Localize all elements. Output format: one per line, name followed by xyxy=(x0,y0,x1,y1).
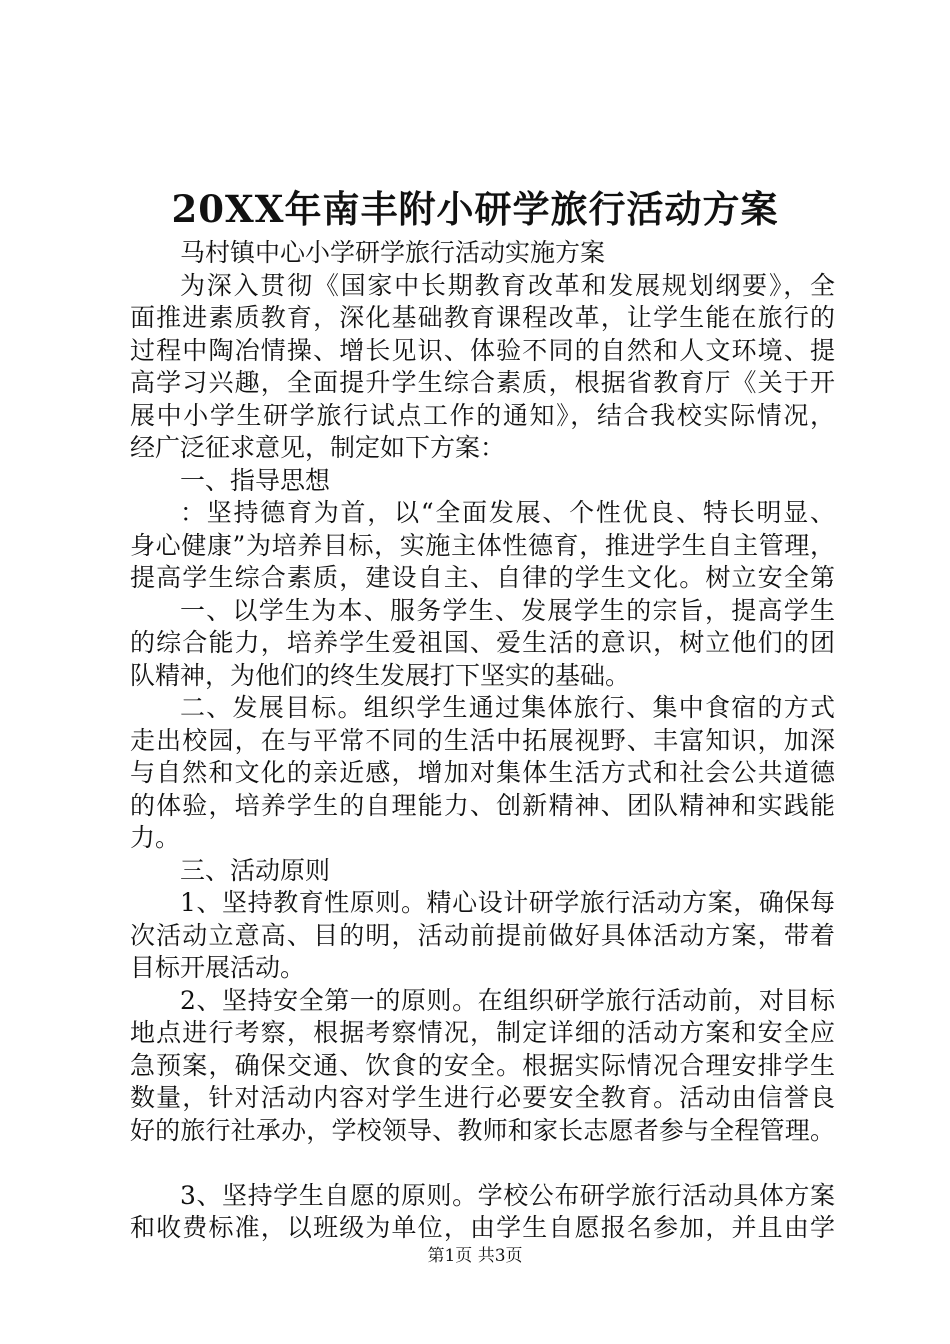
paragraph-line: 数量，针对活动内容对学生进行必要安全教育。活动由信誉良 xyxy=(130,1083,835,1112)
section-heading: 一、指导思想 xyxy=(180,465,331,495)
paragraph-line: 和收费标准，以班级为单位，由学生自愿报名参加，并且由学 xyxy=(130,1213,835,1242)
paragraph-line: 目标开展活动。 xyxy=(130,953,306,982)
paragraph-gap xyxy=(130,1147,835,1180)
section-heading: 三、活动原则 xyxy=(180,855,331,885)
document-body xyxy=(130,237,835,1245)
paragraph-line: 面推进素质教育，深化基础教育课程改革，让学生能在旅行的 xyxy=(130,303,835,332)
paragraph-line: 为深入贯彻《国家中长期教育改革和发展规划纲要》，全 xyxy=(180,270,835,300)
paragraph-line: 高学习兴趣，全面提升学生综合素质，根据省教育厅《关于开 xyxy=(130,368,835,397)
paragraph-line: 身心健康”为培养目标，实施主体性德育，推进学生自主管理， xyxy=(130,530,835,560)
paragraph-line: 3、坚持学生自愿的原则。学校公布研学旅行活动具体方案 xyxy=(180,1180,835,1210)
paragraph-line: 好的旅行社承办，学校领导、教师和家长志愿者参与全程管理。 xyxy=(130,1115,835,1145)
paragraph-line: 走出校园，在与平常不同的生活中拓展视野、丰富知识，加深 xyxy=(130,725,835,755)
paragraph-line: 2、坚持安全第一的原则。在组织研学旅行活动前，对目标 xyxy=(180,985,835,1015)
paragraph-line: 展中小学生研学旅行试点工作的通知》，结合我校实际情况， xyxy=(130,400,835,430)
paragraph-line: 队精神，为他们的终生发展打下坚实的基础。 xyxy=(130,660,631,690)
paragraph-line-subtitle: 马村镇中心小学研学旅行活动实施方案 xyxy=(180,238,606,267)
paragraph-line: 经广泛征求意见，制定如下方案： xyxy=(130,433,506,462)
paragraph-line: 的体验，培养学生的自理能力、创新精神、团队精神和实践能 xyxy=(130,790,835,820)
paragraph-line: ：坚持德育为首，以“全面发展、个性优良、特长明显、 xyxy=(180,498,835,527)
paragraph-line: 力。 xyxy=(130,823,181,852)
paragraph-line: 二、发展目标。组织学生通过集体旅行、集中食宿的方式 xyxy=(180,693,835,722)
paragraph-line: 过程中陶冶情操、增长见识、体验不同的自然和人文环境、提 xyxy=(130,335,835,365)
paragraph-line: 地点进行考察，根据考察情况，制定详细的活动方案和安全应 xyxy=(130,1018,835,1047)
paragraph-line: 的综合能力，培养学生爱祖国、爱生活的意识，树立他们的团 xyxy=(130,628,835,657)
paragraph-line: 一、以学生为本、服务学生、发展学生的宗旨，提高学生 xyxy=(180,595,835,625)
paragraph-line: 1、坚持教育性原则。精心设计研学旅行活动方案，确保每 xyxy=(180,888,835,917)
paragraph-line: 提高学生综合素质，建设自主、自律的学生文化。树立安全第 xyxy=(130,563,835,592)
document-title: 20XX年南丰附小研学旅行活动方案 xyxy=(171,187,779,231)
paragraph-line: 次活动立意高、目的明，活动前提前做好具体活动方案，带着 xyxy=(130,920,835,950)
paragraph-line: 与自然和文化的亲近感，增加对集体生活方式和社会公共道德 xyxy=(130,758,835,787)
paragraph-line: 急预案，确保交通、饮食的安全。根据实际情况合理安排学生 xyxy=(130,1050,835,1080)
page-footer: 第1页 共3页 xyxy=(427,1246,523,1266)
